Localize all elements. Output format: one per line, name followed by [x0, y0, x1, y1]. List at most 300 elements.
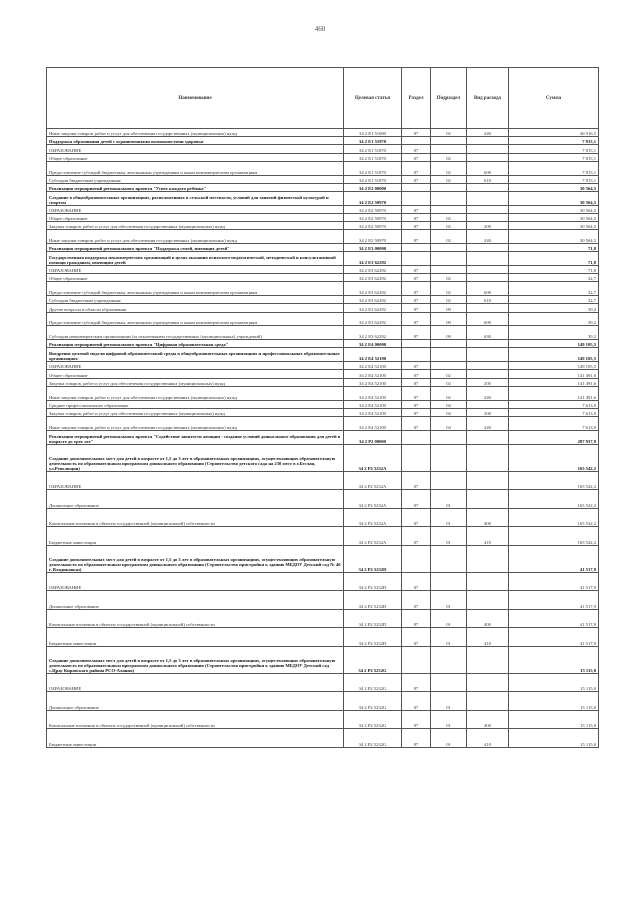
- row-amount: 46 916,5: [509, 129, 599, 137]
- row-name: ОБРАЗОВАНИЕ: [47, 471, 344, 490]
- row-target: 34 2 Е3 62292: [344, 326, 402, 340]
- table-row: [47, 175, 599, 183]
- row-name: Бюджетные инвестиции: [47, 628, 344, 647]
- row-section: 07: [402, 591, 431, 610]
- row-target: 34 2 Е4 52100: [344, 416, 402, 430]
- row-amount: 7 815,1: [509, 137, 599, 145]
- row-target: 34 2 Е4 52100: [344, 362, 402, 370]
- row-name: Создание дополнительных мест для детей в возрасте от 1,5 до 3 лет в образовательных организациях, осуществляющих образовательную деятельность по образовательным программам дошкольного образования (Строительство детского сада на 230 мест в г.Беслан, ул.Революции): [47, 444, 344, 471]
- row-target: 34 2 Р2 5232А: [344, 471, 402, 490]
- header-amount: Сумма: [509, 68, 599, 129]
- row-name: Внедрение целевой модели цифровой образовательной среды в общеобразовательных организациях и профессиональных образовательных организациях: [47, 348, 344, 362]
- row-expense-type: [467, 673, 509, 692]
- row-name: Предоставление субсидий бюджетным, автономным учреждениям и иным некоммерческим организациям: [47, 312, 344, 326]
- row-target: 34 2 Е3 62292: [344, 304, 402, 312]
- row-target: 34 2 Е3 62292: [344, 312, 402, 326]
- row-subsection: [431, 340, 467, 348]
- table-row: [47, 183, 599, 191]
- row-amount: 141 491,6: [509, 378, 599, 386]
- row-target: 34 2 Е1 51870: [344, 153, 402, 161]
- table-row: [47, 230, 599, 244]
- row-section: 07: [402, 304, 431, 312]
- row-name: Субсидии бюджетным учреждениям: [47, 175, 344, 183]
- row-expense-type: [467, 153, 509, 161]
- row-expense-type: [467, 304, 509, 312]
- row-section: [402, 444, 431, 471]
- row-name: Общее образование: [47, 274, 344, 282]
- row-section: 07: [402, 205, 431, 213]
- row-name: ОБРАЗОВАНИЕ: [47, 205, 344, 213]
- row-amount: 7 613,9: [509, 416, 599, 430]
- row-name: Реализация мероприятий регионального проекта "Цифровая образовательная среда": [47, 340, 344, 348]
- budget-table: [46, 67, 599, 748]
- row-section: [402, 545, 431, 572]
- table-row: [47, 370, 599, 378]
- row-section: 07: [402, 129, 431, 137]
- row-name: Иные закупки товаров, работ и услуг для обеспечения государственных (муниципальных) нужд: [47, 129, 344, 137]
- row-section: [402, 191, 431, 205]
- row-amount: 30 564,5: [509, 191, 599, 205]
- row-subsection: 01: [431, 490, 467, 509]
- row-section: 07: [402, 609, 431, 628]
- row-target: 34 2 Е2 00000: [344, 183, 402, 191]
- table-row: [47, 340, 599, 348]
- row-section: [402, 340, 431, 348]
- table-row: [47, 191, 599, 205]
- row-name: Создание дополнительных мест для детей в возрасте от 1,5 до 3 лет в образовательных организациях, осуществляющих образовательную деятельность по образовательным программам дошкольного образования (Строительство пристройки к зданию МБДОУ Детский сад № 46 г. Владикавказ): [47, 545, 344, 572]
- row-section: [402, 430, 431, 444]
- row-subsection: [431, 205, 467, 213]
- row-target: 34 2 Р2 5232D: [344, 628, 402, 647]
- row-subsection: [431, 471, 467, 490]
- row-name: Субсидии некоммерческим организациям (за исключением государственных (муниципальных) учреждений): [47, 326, 344, 340]
- row-subsection: [431, 673, 467, 692]
- row-subsection: 02: [431, 296, 467, 304]
- header-target: Целевая статья: [344, 68, 402, 129]
- table-row: [47, 244, 599, 252]
- row-subsection: 01: [431, 591, 467, 610]
- row-name: ОБРАЗОВАНИЕ: [47, 145, 344, 153]
- row-name: Среднее профессиональное образование: [47, 400, 344, 408]
- row-expense-type: [467, 471, 509, 490]
- row-target: 34 2 Р2 5232G: [344, 646, 402, 673]
- row-subsection: [431, 137, 467, 145]
- row-name: Общее образование: [47, 370, 344, 378]
- row-name: Поддержка образования детей с ограниченными возможностями здоровья: [47, 137, 344, 145]
- row-amount: 149 105,5: [509, 348, 599, 362]
- row-target: 34 2 Е4 52100: [344, 370, 402, 378]
- row-target: 34 2 Р2 5232D: [344, 572, 402, 591]
- row-target: 34 2 Р2 5232D: [344, 609, 402, 628]
- row-target: 34 2 Е4 00000: [344, 340, 402, 348]
- row-name: Закупка товаров, работ и услуг для обеспечения государственных (муниципальных) нужд: [47, 378, 344, 386]
- table-row: [47, 572, 599, 591]
- row-target: 34 2 Е4 52100: [344, 348, 402, 362]
- row-section: 07: [402, 400, 431, 408]
- row-amount: 30 564,5: [509, 230, 599, 244]
- row-name: Общее образование: [47, 213, 344, 221]
- row-subsection: [431, 362, 467, 370]
- table-row: [47, 296, 599, 304]
- row-subsection: [431, 646, 467, 673]
- row-subsection: [431, 252, 467, 266]
- row-subsection: 02: [431, 274, 467, 282]
- row-subsection: 02: [431, 282, 467, 296]
- row-subsection: [431, 244, 467, 252]
- row-section: 07: [402, 175, 431, 183]
- row-subsection: [431, 348, 467, 362]
- row-expense-type: 600: [467, 161, 509, 175]
- table-row: [47, 304, 599, 312]
- row-expense-type: 400: [467, 508, 509, 527]
- row-expense-type: [467, 362, 509, 370]
- row-section: [402, 348, 431, 362]
- table-row: [47, 386, 599, 400]
- row-target: 34 2 Е1 51870: [344, 137, 402, 145]
- table-row: [47, 527, 599, 546]
- row-name: Дошкольное образование: [47, 692, 344, 711]
- row-name: ОБРАЗОВАНИЕ: [47, 572, 344, 591]
- row-target: 34 2 Р2 5232А: [344, 490, 402, 509]
- row-section: 07: [402, 312, 431, 326]
- row-expense-type: [467, 340, 509, 348]
- row-section: 07: [402, 527, 431, 546]
- row-expense-type: 600: [467, 312, 509, 326]
- table-row: [47, 129, 599, 137]
- table-row: [47, 205, 599, 213]
- table-row: [47, 222, 599, 230]
- row-amount: 15 115,0: [509, 673, 599, 692]
- table-row: [47, 137, 599, 145]
- row-subsection: 02: [431, 129, 467, 137]
- row-expense-type: [467, 430, 509, 444]
- row-target: 34 2 Е3 62292: [344, 266, 402, 274]
- row-name: Субсидии бюджетным учреждениям: [47, 296, 344, 304]
- table-row: [47, 326, 599, 340]
- row-target: 34 2 Р2 5232А: [344, 444, 402, 471]
- row-section: 07: [402, 362, 431, 370]
- row-amount: 7 815,1: [509, 161, 599, 175]
- row-subsection: [431, 145, 467, 153]
- row-subsection: 01: [431, 710, 467, 729]
- row-name: Бюджетные инвестиции: [47, 729, 344, 748]
- header-name: Наименование: [47, 68, 344, 129]
- table-row: [47, 362, 599, 370]
- row-name: Реализация мероприятий регионального проекта "Поддержка семей, имеющих детей": [47, 244, 344, 252]
- row-subsection: 04: [431, 416, 467, 430]
- row-target: 34 2 Р2 5232G: [344, 673, 402, 692]
- row-name: Закупка товаров, работ и услуг для обеспечения государственных (муниципальных) нужд: [47, 408, 344, 416]
- row-name: Капитальные вложения в объекты государственной (муниципальной) собственности: [47, 508, 344, 527]
- row-amount: 71,8: [509, 266, 599, 274]
- row-subsection: 02: [431, 161, 467, 175]
- row-target: 34 2 Е4 52100: [344, 378, 402, 386]
- row-section: 07: [402, 145, 431, 153]
- row-name: Закупка товаров, работ и услуг для обеспечения государственных (муниципальных) нужд: [47, 222, 344, 230]
- row-expense-type: [467, 244, 509, 252]
- row-amount: 7 815,1: [509, 153, 599, 161]
- row-expense-type: [467, 137, 509, 145]
- row-section: 07: [402, 230, 431, 244]
- row-target: 34 2 Е1 51870: [344, 175, 402, 183]
- row-subsection: 02: [431, 222, 467, 230]
- row-amount: 41 517,9: [509, 572, 599, 591]
- table-row: [47, 161, 599, 175]
- row-subsection: [431, 444, 467, 471]
- row-amount: 149 105,5: [509, 362, 599, 370]
- row-expense-type: 410: [467, 729, 509, 748]
- row-subsection: [431, 266, 467, 274]
- row-expense-type: [467, 692, 509, 711]
- table-row: [47, 252, 599, 266]
- row-subsection: [431, 545, 467, 572]
- table-row: [47, 416, 599, 430]
- row-section: 07: [402, 490, 431, 509]
- row-target: 34 2 Р2 00000: [344, 430, 402, 444]
- row-section: [402, 183, 431, 191]
- row-name: Дошкольное образование: [47, 591, 344, 610]
- row-target: 34 2 Е4 52100: [344, 386, 402, 400]
- row-amount: 165 542,2: [509, 508, 599, 527]
- row-amount: 15 115,0: [509, 729, 599, 748]
- row-name: Государственная поддержка некоммерческих организаций в целях оказания психолого-педагогической, методической и консультативной помощи гражданам, имеющим детей: [47, 252, 344, 266]
- row-target: 34 2 Е2 50970: [344, 205, 402, 213]
- row-subsection: [431, 191, 467, 205]
- row-target: 34 2 Р2 5232А: [344, 508, 402, 527]
- row-name: ОБРАЗОВАНИЕ: [47, 266, 344, 274]
- row-name: ОБРАЗОВАНИЕ: [47, 362, 344, 370]
- row-section: 07: [402, 692, 431, 711]
- row-amount: 165 542,2: [509, 444, 599, 471]
- row-expense-type: 400: [467, 710, 509, 729]
- table-row: [47, 153, 599, 161]
- table-row: [47, 266, 599, 274]
- row-section: 07: [402, 572, 431, 591]
- table-row: [47, 646, 599, 673]
- row-name: Капитальные вложения в объекты государственной (муниципальной) собственности: [47, 609, 344, 628]
- row-target: 34 2 Е1 51870: [344, 145, 402, 153]
- row-target: 34 2 Р2 5232А: [344, 527, 402, 546]
- row-amount: 41 517,9: [509, 609, 599, 628]
- row-expense-type: [467, 572, 509, 591]
- table-row: [47, 673, 599, 692]
- row-subsection: 01: [431, 609, 467, 628]
- row-amount: 41 517,9: [509, 628, 599, 647]
- table-row: [47, 400, 599, 408]
- table-row: [47, 591, 599, 610]
- row-subsection: 01: [431, 508, 467, 527]
- row-expense-type: 610: [467, 175, 509, 183]
- row-name: Дошкольное образование: [47, 490, 344, 509]
- row-expense-type: 200: [467, 222, 509, 230]
- page-number: 460: [314, 25, 326, 33]
- row-section: [402, 646, 431, 673]
- row-expense-type: [467, 545, 509, 572]
- row-amount: 32,7: [509, 296, 599, 304]
- row-name: Другие вопросы в области образования: [47, 304, 344, 312]
- row-amount: 165 542,2: [509, 527, 599, 546]
- row-target: 34 2 Е2 50970: [344, 230, 402, 244]
- row-name: Капитальные вложения в объекты государственной (муниципальной) собственности: [47, 710, 344, 729]
- row-section: 07: [402, 729, 431, 748]
- row-expense-type: [467, 274, 509, 282]
- row-expense-type: 200: [467, 378, 509, 386]
- row-subsection: 02: [431, 153, 467, 161]
- row-amount: 15 115,0: [509, 692, 599, 711]
- row-section: [402, 252, 431, 266]
- row-target: 34 2 Р2 5232D: [344, 545, 402, 572]
- row-section: 07: [402, 408, 431, 416]
- row-subsection: 09: [431, 312, 467, 326]
- row-amount: 39,2: [509, 312, 599, 326]
- header-section: Раздел: [402, 68, 431, 129]
- row-expense-type: [467, 266, 509, 274]
- row-target: 34 2 Е3 62292: [344, 274, 402, 282]
- row-expense-type: [467, 145, 509, 153]
- row-name: Бюджетные инвестиции: [47, 527, 344, 546]
- row-target: 34 2 Е3 62292: [344, 296, 402, 304]
- row-expense-type: 600: [467, 282, 509, 296]
- row-expense-type: 630: [467, 326, 509, 340]
- row-subsection: 02: [431, 175, 467, 183]
- row-amount: 165 542,2: [509, 490, 599, 509]
- row-section: 07: [402, 161, 431, 175]
- row-target: 34 2 Е2 50970: [344, 213, 402, 221]
- row-expense-type: [467, 213, 509, 221]
- row-section: 07: [402, 222, 431, 230]
- row-amount: 41 517,9: [509, 591, 599, 610]
- row-target: 34 2 Е4 52100: [344, 400, 402, 408]
- row-section: 07: [402, 274, 431, 282]
- row-expense-type: [467, 591, 509, 610]
- row-subsection: 09: [431, 326, 467, 340]
- row-expense-type: [467, 490, 509, 509]
- row-amount: 141 491,6: [509, 370, 599, 378]
- row-subsection: 02: [431, 386, 467, 400]
- row-section: 07: [402, 378, 431, 386]
- row-section: 07: [402, 416, 431, 430]
- row-name: Создание в общеобразовательных организациях, расположенных в сельской местности, условий для занятий физической культурой и спортом: [47, 191, 344, 205]
- table-body: [47, 129, 599, 748]
- table-row: [47, 213, 599, 221]
- table-row: [47, 609, 599, 628]
- row-amount: 149 105,5: [509, 340, 599, 348]
- table-row: [47, 710, 599, 729]
- row-amount: 71,8: [509, 244, 599, 252]
- row-amount: 30 564,5: [509, 183, 599, 191]
- row-section: [402, 244, 431, 252]
- row-amount: 15 115,0: [509, 646, 599, 673]
- row-expense-type: [467, 205, 509, 213]
- row-subsection: 01: [431, 628, 467, 647]
- header-subsection: Подраздел: [431, 68, 467, 129]
- row-section: 07: [402, 386, 431, 400]
- row-expense-type: [467, 400, 509, 408]
- row-amount: 7 613,9: [509, 400, 599, 408]
- row-target: 34 2 Е2 50970: [344, 222, 402, 230]
- row-amount: 32,7: [509, 274, 599, 282]
- row-target: 34 2 Е3 00000: [344, 244, 402, 252]
- row-amount: 7 815,1: [509, 145, 599, 153]
- row-subsection: 02: [431, 370, 467, 378]
- row-subsection: 01: [431, 729, 467, 748]
- row-target: 34 2 Е1 51690: [344, 129, 402, 137]
- table-row: [47, 444, 599, 471]
- row-amount: 15 115,0: [509, 710, 599, 729]
- row-section: 07: [402, 370, 431, 378]
- row-amount: 30 564,5: [509, 205, 599, 213]
- row-amount: 71,8: [509, 252, 599, 266]
- table-row: [47, 408, 599, 416]
- table-row: [47, 692, 599, 711]
- row-expense-type: [467, 191, 509, 205]
- row-subsection: [431, 430, 467, 444]
- row-expense-type: 240: [467, 386, 509, 400]
- table-row: [47, 312, 599, 326]
- row-target: 34 2 Р2 5232D: [344, 591, 402, 610]
- row-expense-type: 410: [467, 527, 509, 546]
- row-subsection: [431, 572, 467, 591]
- table-row: [47, 490, 599, 509]
- row-amount: 141 491,6: [509, 386, 599, 400]
- header-expense-type: Вид расхода: [467, 68, 509, 129]
- table-row: [47, 430, 599, 444]
- row-expense-type: 240: [467, 416, 509, 430]
- row-name: Иные закупки товаров, работ и услуг для обеспечения государственных (муниципальных) нужд: [47, 230, 344, 244]
- row-target: 34 2 Е3 62292: [344, 252, 402, 266]
- row-expense-type: 610: [467, 296, 509, 304]
- row-expense-type: [467, 646, 509, 673]
- row-name: Реализация мероприятий регионального проекта "Содействие занятости женщин - создание условий дошкольного образования для детей в возрасте до трех лет": [47, 430, 344, 444]
- row-target: 34 2 Е3 62292: [344, 282, 402, 296]
- row-expense-type: 240: [467, 129, 509, 137]
- row-target: 34 2 Е2 50970: [344, 191, 402, 205]
- row-expense-type: [467, 252, 509, 266]
- table-row: [47, 508, 599, 527]
- row-section: 07: [402, 508, 431, 527]
- row-expense-type: [467, 370, 509, 378]
- row-target: 34 2 Р2 5232G: [344, 692, 402, 711]
- row-subsection: 01: [431, 692, 467, 711]
- row-name: Реализация мероприятий регионального проекта "Успех каждого ребенка": [47, 183, 344, 191]
- row-name: Иные закупки товаров, работ и услуг для обеспечения государственных (муниципальных) нужд: [47, 386, 344, 400]
- row-section: 07: [402, 326, 431, 340]
- table-row: [47, 378, 599, 386]
- row-section: 07: [402, 213, 431, 221]
- row-name: Предоставление субсидий бюджетным, автономным учреждениям и иным некоммерческим организациям: [47, 282, 344, 296]
- row-expense-type: 410: [467, 628, 509, 647]
- table-row: [47, 471, 599, 490]
- row-target: 34 2 Е4 52100: [344, 408, 402, 416]
- table-row: [47, 274, 599, 282]
- row-name: Общее образование: [47, 153, 344, 161]
- row-section: 07: [402, 710, 431, 729]
- row-subsection: [431, 183, 467, 191]
- table-row: [47, 729, 599, 748]
- row-section: 07: [402, 296, 431, 304]
- row-amount: 7 815,1: [509, 175, 599, 183]
- row-target: 34 2 Р2 5232G: [344, 710, 402, 729]
- row-section: 07: [402, 471, 431, 490]
- row-subsection: 01: [431, 527, 467, 546]
- row-name: Предоставление субсидий бюджетным, автономным учреждениям и иным некоммерческим организациям: [47, 161, 344, 175]
- row-subsection: 02: [431, 230, 467, 244]
- table-row: [47, 545, 599, 572]
- row-section: 07: [402, 628, 431, 647]
- row-subsection: 04: [431, 400, 467, 408]
- row-name: Создание дополнительных мест для детей в возрасте от 1,5 до 3 лет в образовательных организациях, осуществляющих образовательную деятельность по образовательным программам дошкольного образования (Строительство пристройки к зданию МБДОУ Детский сад с.Црау Кировского района РСО-Алания): [47, 646, 344, 673]
- row-section: 07: [402, 266, 431, 274]
